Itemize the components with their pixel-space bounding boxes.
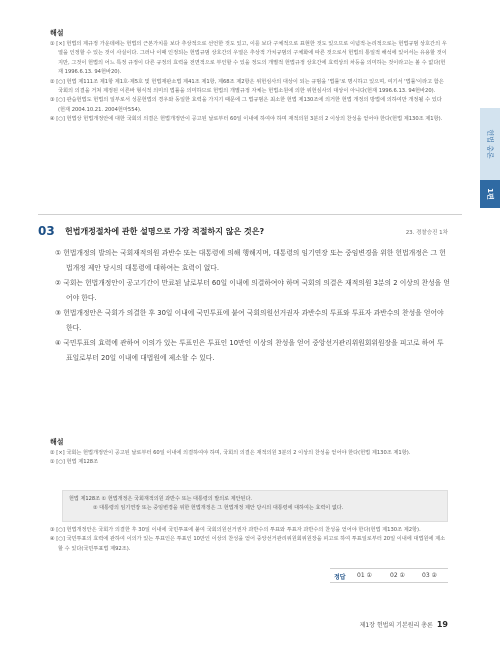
answer-3: 03 ② xyxy=(422,572,437,579)
chapter-side-tab-label: 헌법 총론 xyxy=(486,129,494,159)
explanation-item: ④ [○] 헌법상 헌법개정안에 대한 국회의 의결은 헌법개정안이 공고된 날로부터 60일 이내에 하여야 하며 재적의원 3분의 2 이상의 찬성을 얻어야 한다(헌법 제130조 제1항). xyxy=(50,116,443,123)
part-side-tab-label: 1편 xyxy=(486,188,494,200)
law-article-line: ② 대통령의 임기연장 또는 중임변경을 위한 헌법개정은 그 헌법개정 제안 당시의 대통령에 대하여는 효력이 없다. xyxy=(93,505,344,511)
footer-chapter: 제1장 헌법의 기본원리 총론 xyxy=(359,622,433,629)
question-number: 03 xyxy=(38,224,55,238)
page-number: 19 xyxy=(436,620,448,629)
explanation-item: ① [×] 헌법의 제규정 가운데에는 헌법의 근본가치를 보다 추상적으로 선언한 것도 있고, 이를 보다 구체적으로 표현한 것도 있으므로 이념적·논리적으로는 헌법규범 상호간의 우열을 인정할 수 있는 것이 사실이다. 그러나 이때 인정되는 헌법규범 상호간의 우열은 추상적 가치규범의 구체화에 따른 것으로서 헌법의 통일적 해석에 있어서는 유용할 것이지만, 그것이 헌법의 어느 특정 규정이 다른 규정의 효력을 전면적으로 부인할 수 있을 정도의 개별적 헌법규정 상호간에 효력상의 차등을 의미하는 것이라고는 볼 수 없다(헌재 1996.6.13. 94헌바20). xyxy=(50,41,447,76)
bottom-explanation xyxy=(50,437,448,468)
answer-option[interactable]: ④ 국민투표의 효력에 관하여 이의가 있는 투표인은 투표인 10만인 이상의 찬성을 얻어 중앙선거관리위원회위원장을 피고로 하여 투표일로부터 20일 이내에 대법원에 제소할 수 있다. xyxy=(55,339,444,362)
answer-key-label: 정답 xyxy=(334,574,346,581)
answer-1: 01 ① xyxy=(357,572,372,579)
question-source: 23. 경찰승진 1차 xyxy=(405,230,448,236)
section-divider xyxy=(38,214,462,215)
top-explanation xyxy=(50,28,448,125)
question-title: 헌법개정절차에 관한 설명으로 가장 적절하지 않은 것은? xyxy=(65,227,265,236)
explanation-item: ④ [○] 국민투표의 효력에 관하여 이의가 있는 투표인은 투표인 10만인 이상의 찬성을 얻어 중앙선거관리위원회위원장을 피고로 하여 투표일로부터 20일 이내에 대법원에 제소할 수 있다(국민투표법 제92조). xyxy=(50,536,446,552)
law-article-line: 헌법 제128조 ① 헌법개정은 국회재적의원 과반수 또는 대통령의 발의로 제안된다. xyxy=(69,496,253,502)
answer-options xyxy=(55,246,450,366)
explanation-item: ① [○] 헌법 제128조 xyxy=(50,459,99,466)
explanation-item: ② [○] 헌법 제111조 제1항 제1호·제5호 및 헌법재판소법 제41조 제1항, 제68조 제2항은 위헌심사의 대상이 되는 규범을 '법률'로 명시하고 있으며, 여기서 '법률'이라고 함은 국회의 의결을 거쳐 제정된 이른바 형식적 의미의 법률을 의미하므로 헌법의 개별규정 자체는 헌법소원에 의한 위헌심사의 대상이 아니다(헌재 1996.6.13. 94헌바20). xyxy=(50,78,444,95)
part-side-tab[interactable] xyxy=(480,180,500,208)
bottom-explanation-continued xyxy=(50,526,448,554)
explanation-label: 해설 xyxy=(50,438,64,446)
explanation-label: 해설 xyxy=(50,29,64,37)
answer-option[interactable]: ① 헌법개정의 발의는 국회재적의원 과반수 또는 대통령에 의해 행해지며, 대통령의 임기연장 또는 중임변경을 위한 헌법개정은 그 헌법개정 제안 당시의 대통령에 대하여는 효력이 없다. xyxy=(55,249,446,272)
answer-option[interactable]: ③ 헌법개정안은 국회가 의결한 후 30일 이내에 국민투표에 붙여 국회의원선거권자 과반수의 투표와 투표자 과반수의 찬성을 얻어야 한다. xyxy=(55,309,444,332)
page-footer xyxy=(360,620,448,629)
chapter-side-tab[interactable] xyxy=(480,108,500,180)
explanation-item: ② [×] 국회는 헌법개정안이 공고된 날로부터 60일 이내에 의결하여야 하며, 국회의 의결은 재적의원 3분의 2 이상의 찬성을 얻어야 한다(헌법 제130조 제1항). xyxy=(50,450,411,456)
explanation-item: ③ [○] 관습헌법도 헌법의 일부로서 성문헌법의 경우와 동일한 효력을 가지기 때문에 그 법규범은 최소한 헌법 제130조에 의거한 헌법 개정의 방법에 의하여만 개정될 수 있다(헌재 2004.10.21. 2004헌마554). xyxy=(50,97,442,113)
answer-2: 02 ① xyxy=(390,572,405,579)
explanation-item: ③ [○] 헌법개정안은 국회가 의결한 후 30일 이내에 국민투표에 붙여 국회의원선거권자 과반수의 투표와 투표자 과반수의 찬성을 얻어야 한다(헌법 제130조 제2항). xyxy=(50,527,421,533)
answer-option[interactable]: ② 국회는 헌법개정안이 공고기간이 만료된 날로부터 60일 이내에 의결하여야 하며 국회의 의결은 재적의원 3분의 2 이상의 찬성을 얻어야 한다. xyxy=(55,279,450,302)
law-article-box xyxy=(62,490,448,522)
answer-key xyxy=(330,568,448,583)
